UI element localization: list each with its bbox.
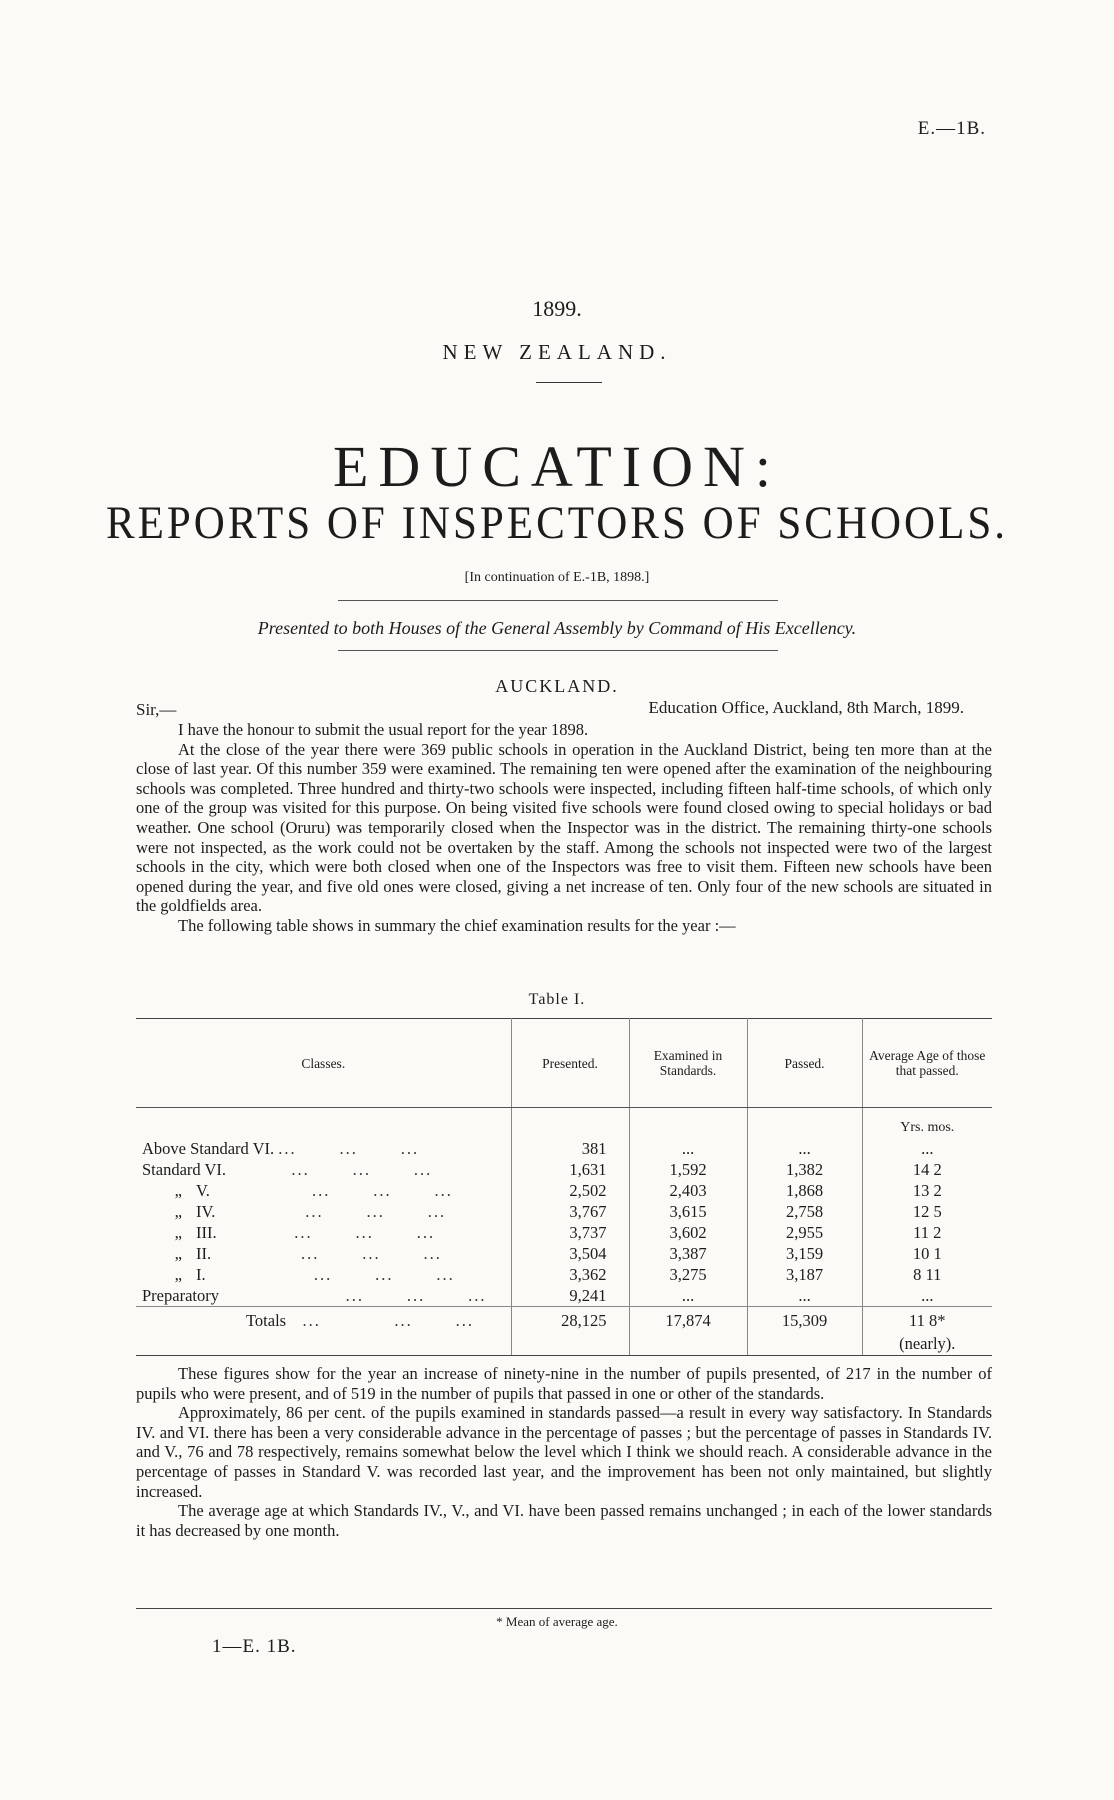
examined-cell: ... [629,1138,747,1159]
examined-cell: 3,615 [629,1201,747,1222]
totals-note-row [136,1333,992,1356]
passed-cell: ... [747,1285,862,1307]
country: NEW ZEALAND. [442,340,672,364]
table-header-row [136,1019,992,1108]
ditto-mark: „ [174,1222,182,1242]
presented-cell: 1,631 [511,1159,629,1180]
ditto-mark: „ [174,1201,182,1221]
presented-cell: 2,502 [511,1180,629,1201]
table-row: Standard VI. ... ... ... 1,631 1,592 1,382 14 2 [136,1159,992,1180]
row-label: Standard VI. [142,1159,227,1179]
column-header: Average Age of those that passed. [862,1019,992,1108]
year: 1899. [532,296,582,321]
age-cell: ... [862,1138,992,1159]
presented-cell: 9,241 [511,1285,629,1307]
age-cell: 11 2 [862,1222,992,1243]
passed-cell: 1,868 [747,1180,862,1201]
ditto-mark: „ [174,1180,182,1200]
age-cell: 14 2 [862,1159,992,1180]
letter-body [136,720,992,936]
row-label: I. [196,1264,206,1284]
totals-row: Totals ... ... ... 28,125 17,874 15,309 11 8* [136,1307,992,1334]
table-row: „ V. ... ... ... 2,502 2,403 1,868 13 2 [136,1180,992,1201]
row-label: III. [196,1222,217,1242]
paragraph: I have the honour to submit the usual report for the year 1898. [178,720,589,739]
paragraph: The average age at which Standards IV., V., and VI. have been passed remains unchanged ; in each of the lower standards it has decreased by one month. [136,1501,992,1540]
age-note: (nearly). [862,1333,992,1356]
totals-label: Totals [246,1311,287,1330]
age-cell: 13 2 [862,1180,992,1201]
table-row: Preparatory ... ... ... 9,241 ... ... ... [136,1285,992,1307]
divider [338,650,778,651]
presented-line: Presented to both Houses of the General Assembly by Command of His Excellency. [257,618,857,638]
divider [338,600,778,601]
footnote-divider [136,1608,992,1609]
page-subtitle: REPORTS OF INSPECTORS OF SCHOOLS. [105,498,1009,549]
table-row: „ II. ... ... ... 3,504 3,387 3,159 10 1 [136,1243,992,1264]
passed-total: 15,309 [747,1307,862,1334]
row-label: Preparatory [142,1285,219,1305]
column-header: Classes. [136,1019,511,1108]
passed-cell: 2,758 [747,1201,862,1222]
passed-cell: 2,955 [747,1222,862,1243]
district-heading: AUCKLAND. [495,676,619,696]
examined-total: 17,874 [629,1307,747,1334]
paragraph: At the close of the year there were 369 public schools in operation in the Auckland District, being ten more than at the close of last year. Of this number 359 were examined. The remaining ten were opened after the examination of the neighbouring schools was completed. Three hundred and thirty-two schools were inspected, including fifteen half-time schools, of which only one of the group was visited for this purpose. On being visited five schools were found closed owing to special holidays or bad weather. One school (Oruru) was temporarily closed when the Inspector was in the district. The remaining thirty-one schools were not inspected, as the work could not be overtaken by the staff. Among the schools not inspected were two of the largest schools in the city, which were both closed when one of the Inspectors was free to visit them. Fifteen new schools have been opened during the year, and five old ones were closed, giving a net increase of ten. Only four of the new schools are situated in the goldfields area. [136,739,992,916]
divider [536,382,602,383]
table-row: „ I. ... ... ... 3,362 3,275 3,187 8 11 [136,1264,992,1285]
row-label: V. [196,1180,210,1200]
passed-cell: 1,382 [747,1159,862,1180]
ditto-mark: „ [174,1243,182,1263]
report-body [136,1364,992,1540]
units-row [136,1108,992,1139]
paragraph: The following table shows in summary the chief examination results for the year :— [178,915,736,935]
table-caption: Table I. [528,991,586,1008]
continuation-note: [In continuation of E.-1B, 1898.] [464,570,650,585]
salutation: Sir,— [136,700,177,719]
examined-cell: 1,592 [629,1159,747,1180]
dateline: Education Office, Auckland, 8th March, 1899. [648,698,964,717]
age-total: 11 8* [862,1307,992,1334]
presented-cell: 3,737 [511,1222,629,1243]
paper-code: E.—1B. [917,118,986,139]
examined-cell: 2,403 [629,1180,747,1201]
page-title: EDUCATION: [333,434,781,499]
presented-total: 28,125 [511,1307,629,1334]
passed-cell: 3,187 [747,1264,862,1285]
examined-cell: 3,275 [629,1264,747,1285]
age-cell: 8 11 [862,1264,992,1285]
row-label: Above Standard VI. [142,1138,275,1158]
results-table [136,1018,992,1356]
table-row: Above Standard VI. ... ... ... 381 ... ... ... [136,1138,992,1159]
presented-cell: 3,362 [511,1264,629,1285]
passed-cell: ... [747,1138,862,1159]
passed-cell: 3,159 [747,1243,862,1264]
age-cell: 12 5 [862,1201,992,1222]
age-cell: 10 1 [862,1243,992,1264]
age-cell: ... [862,1285,992,1307]
examined-cell: ... [629,1285,747,1307]
presented-cell: 381 [511,1138,629,1159]
footnote: * Mean of average age. [496,1614,618,1629]
ditto-mark: „ [174,1264,182,1284]
row-label: IV. [196,1201,216,1221]
column-header: Passed. [747,1019,862,1108]
column-header: Examined in Standards. [629,1019,747,1108]
page-id: 1—E. 1B. [212,1636,297,1657]
examined-cell: 3,602 [629,1222,747,1243]
paragraph: Approximately, 86 per cent. of the pupils examined in standards passed—a result in every way satisfactory. In Standards IV. and VI. there has been a very considerable advance in the percentage of passes ; but the percentage of passes in Standards IV. and V., 76 and 78 respectively, remains somewhat below the level which I think we should reach. A considerable advance in the percentage of passes in Standard V. was recorded last year, and the improvement has been not only maintained, but slightly increased. [136,1403,992,1501]
presented-cell: 3,767 [511,1201,629,1222]
age-units: Yrs. mos. [862,1108,992,1139]
paragraph: These figures show for the year an increase of ninety-nine in the number of pupils presented, of 217 in the number of pupils who were present, and of 519 in the number of pupils that passed in one or other of the standards. [136,1364,992,1403]
column-header: Presented. [511,1019,629,1108]
table-row: „ III. ... ... ... 3,737 3,602 2,955 11 2 [136,1222,992,1243]
row-label: II. [196,1243,212,1263]
table-row: „ IV. ... ... ... 3,767 3,615 2,758 12 5 [136,1201,992,1222]
presented-cell: 3,504 [511,1243,629,1264]
examined-cell: 3,387 [629,1243,747,1264]
